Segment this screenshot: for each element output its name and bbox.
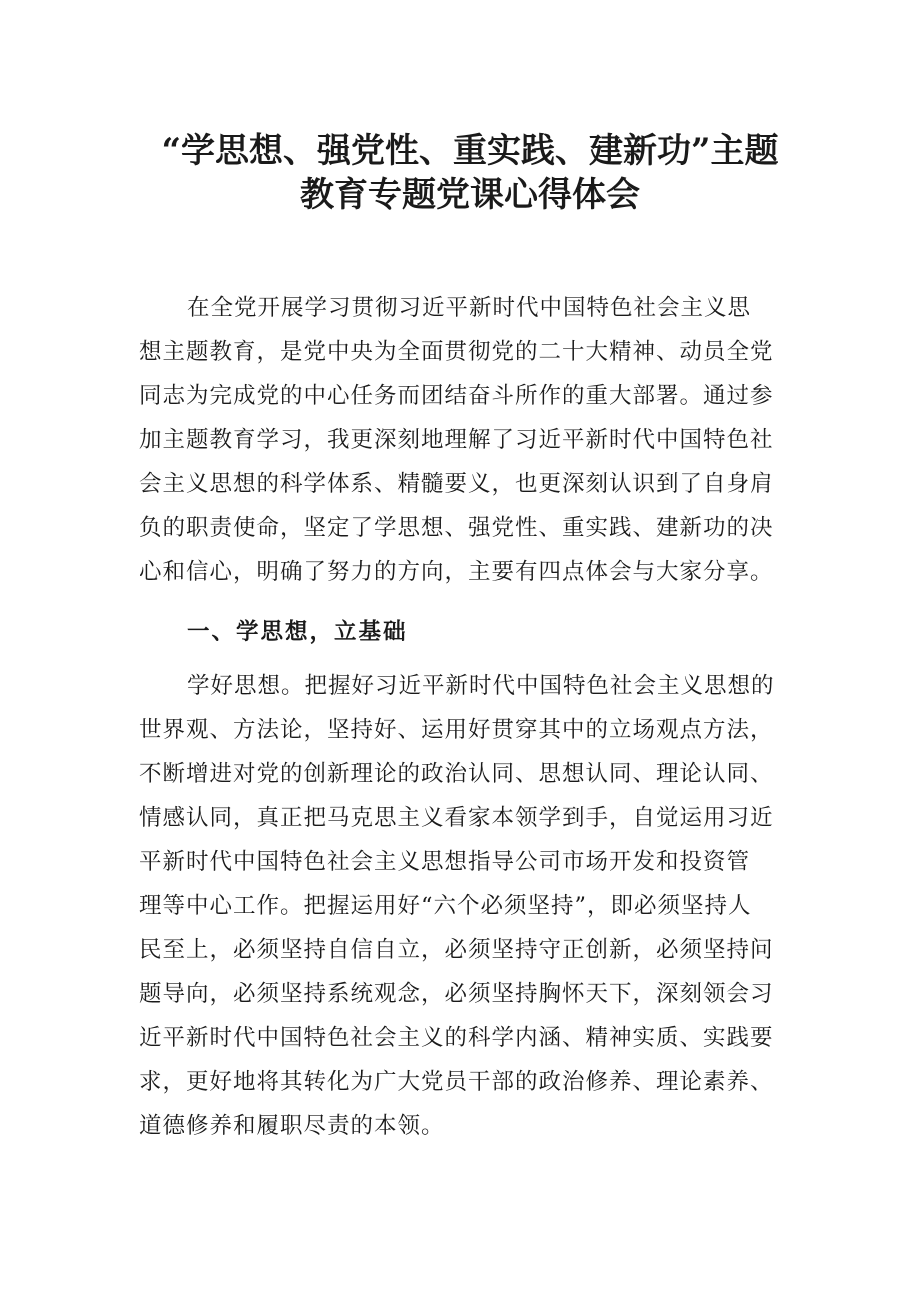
paragraph-line: 道德修养和履职尽责的本领。 [139, 1113, 445, 1139]
paragraph-line: 情感认同，真正把马克思主义看家本领学到手，自觉运用习近 [139, 805, 774, 831]
paragraph-line: 近平新时代中国特色社会主义的科学内涵、精神实质、实践要 [139, 1025, 774, 1051]
paragraph-line: 题导向，必须坚持系统观念，必须坚持胸怀天下，深刻领会习 [139, 981, 774, 1007]
paragraph-line: 世界观、方法论，坚持好、运用好贯穿其中的立场观点方法， [139, 717, 774, 743]
paragraph-line: 民至上，必须坚持自信自立，必须坚持守正创新，必须坚持问 [139, 937, 774, 963]
section-paragraph [139, 664, 819, 1148]
paragraph-line: 想主题教育，是党中央为全面贯彻党的二十大精神、动员全党 [139, 339, 774, 365]
paragraph-line: 会主义思想的科学体系、精髓要义，也更深刻认识到了自身肩 [139, 471, 774, 497]
paragraph-line: 同志为完成党的中心任务而团结奋斗所作的重大部署。通过参 [139, 383, 774, 409]
paragraph-line: 平新时代中国特色社会主义思想指导公司市场开发和投资管 [139, 849, 751, 875]
paragraph-line: 不断增进对党的创新理论的政治认同、思想认同、理论认同、 [139, 761, 774, 787]
section-heading: 一、学思想，立基础 [187, 619, 408, 645]
paragraph-line: 负的职责使命，坚定了学思想、强党性、重实践、建新功的决 [139, 515, 774, 541]
paragraph-line: 心和信心，明确了努力的方向，主要有四点体会与大家分享。 [139, 559, 774, 585]
paragraph-line: 加主题教育学习，我更深刻地理解了习近平新时代中国特色社 [139, 427, 774, 453]
paragraph-line: 理等中心工作。把握运用好“六个必须坚持”，即必须坚持人 [139, 893, 752, 919]
document-title-line-2: 教育专题党课心得体会 [300, 175, 640, 215]
paragraph-line: 在全党开展学习贯彻习近平新时代中国特色社会主义思 [187, 295, 752, 321]
paragraph-line: 学好思想。把握好习近平新时代中国特色社会主义思想的 [187, 673, 775, 699]
document-title-line-1: “学思想、强党性、重实践、建新功”主题 [161, 131, 779, 171]
intro-paragraph [139, 286, 819, 594]
paragraph-line: 求，更好地将其转化为广大党员干部的政治修养、理论素养、 [139, 1069, 774, 1095]
